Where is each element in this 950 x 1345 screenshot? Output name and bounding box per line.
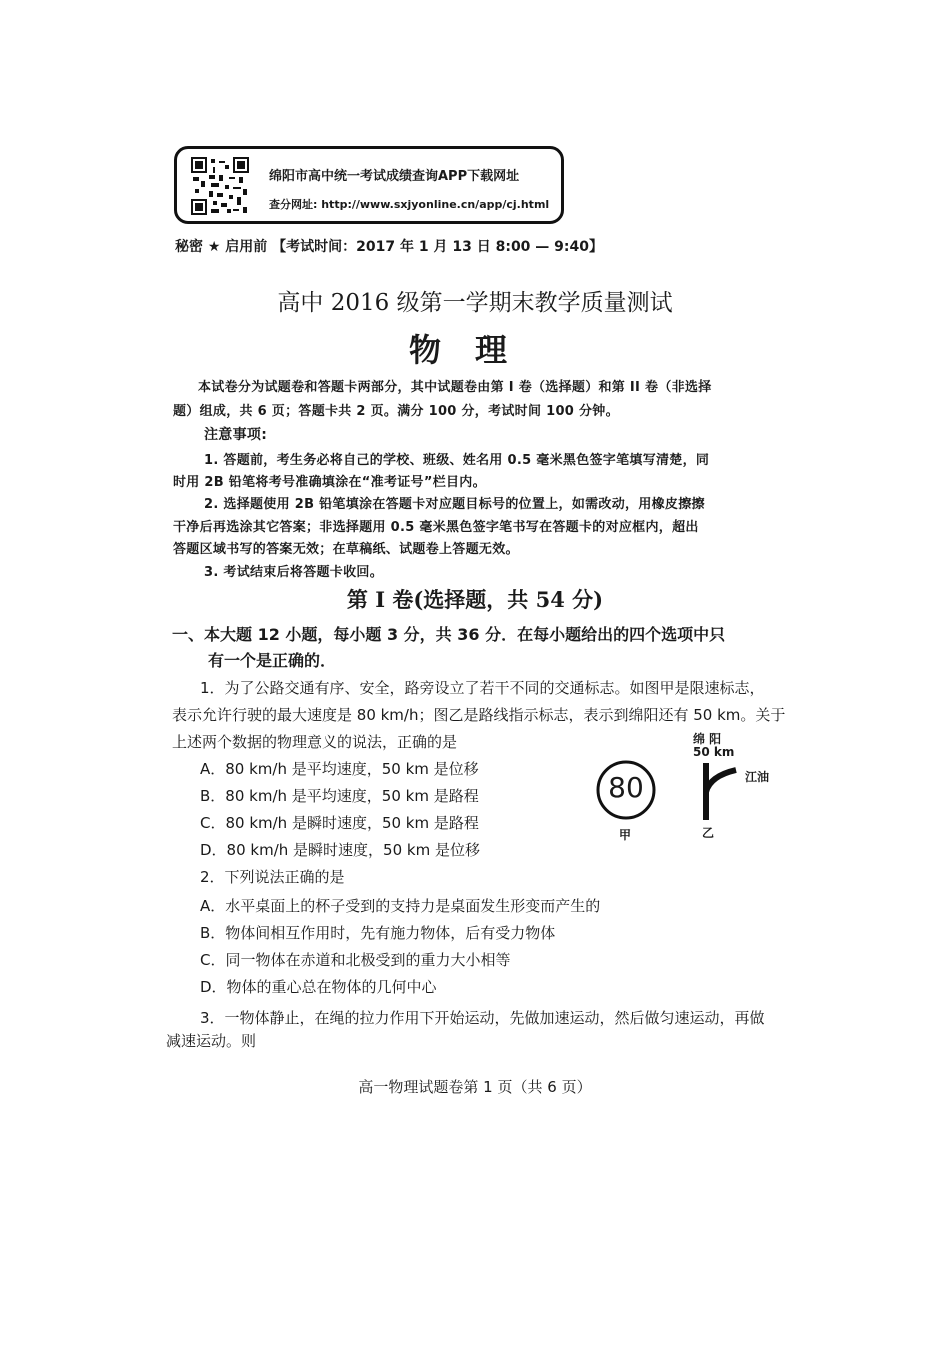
- note-line: 时用 2B 铅笔将考号准确填涂在“准考证号”栏目内。: [173, 475, 486, 490]
- q2-option-a[interactable]: A．水平桌面上的杯子受到的支持力是桌面发生形变而产生的: [200, 897, 601, 915]
- q2-stem: 2．下列说法正确的是: [200, 868, 345, 886]
- note-line: 答题区域书写的答案无效；在草稿纸、试题卷上答题无效。: [173, 542, 519, 557]
- figure-label-jia: 甲: [619, 828, 632, 842]
- banner-title: 绵阳市高中统一考试成绩查询APP下载网址: [269, 169, 520, 184]
- note-line: 3. 考试结束后将答题卡收回。: [204, 565, 384, 580]
- note-line: 2. 选择题使用 2B 铅笔填涂在答题卡对应题目标号的位置上，如需改动，用橡皮擦擦: [204, 497, 705, 512]
- route-sign-distance: 50 km: [693, 745, 735, 759]
- page-footer: 高一物理试题卷第 1 页（共 6 页）: [358, 1078, 592, 1096]
- route-sign-city-top: 绵 阳: [693, 732, 722, 746]
- section-instruction-2: 有一个是正确的．: [208, 651, 337, 670]
- route-sign-city-right: 江油: [745, 770, 770, 784]
- figure-label-yi: 乙: [702, 826, 715, 840]
- q1-stem-3: 上述两个数据的物理意义的说法，正确的是: [172, 733, 458, 751]
- route-sign-arrow-icon: [696, 760, 746, 822]
- section-title: 第 I 卷(选择题，共 54 分): [346, 587, 604, 612]
- intro-line-1: 本试卷分为试题卷和答题卡两部分，其中试题卷由第 I 卷（选择题）和第 II 卷（非选择: [198, 380, 712, 395]
- q3-stem-2: 减速运动。则: [166, 1032, 257, 1050]
- subject-title: 物理: [408, 331, 541, 369]
- qr-code-icon[interactable]: [191, 157, 249, 215]
- app-download-banner: [174, 146, 564, 224]
- confidential-exam-time: 秘密 ★ 启用前 【考试时间：2017 年 1 月 13 日 8:00 — 9:40】: [175, 239, 603, 255]
- q2-option-d[interactable]: D．物体的重心总在物体的几何中心: [200, 978, 437, 996]
- q3-stem-1: 3．一物体静止，在绳的拉力作用下开始运动，先做加速运动，然后做匀速运动，再做: [200, 1009, 765, 1027]
- note-line: 干净后再选涂其它答案；非选择题用 0.5 毫米黑色签字笔书写在答题卡的对应框内，超出: [173, 520, 699, 535]
- exam-title: 高中 2016 级第一学期末教学质量测试: [277, 290, 673, 316]
- section-instruction-1: 一、本大题 12 小题，每小题 3 分，共 36 分．在每小题给出的四个选项中只: [172, 625, 726, 644]
- intro-line-2: 题）组成，共 6 页；答题卡共 2 页。满分 100 分，考试时间 100 分钟。: [173, 404, 619, 419]
- note-line: 1. 答题前，考生务必将自己的学校、班级、姓名用 0.5 毫米黑色签字笔填写清楚，同: [204, 453, 710, 468]
- q1-option-c[interactable]: C．80 km/h 是瞬时速度，50 km 是路程: [200, 814, 479, 832]
- notes-title: 注意事项:: [204, 427, 268, 443]
- q1-stem-1: 1．为了公路交通有序、安全，路旁设立了若干不同的交通标志。如图甲是限速标志，: [200, 679, 765, 697]
- q2-option-c[interactable]: C．同一物体在赤道和北极受到的重力大小相等: [200, 951, 511, 969]
- banner-url[interactable]: 查分网址: http://www.sxjyonline.cn/app/cj.html: [269, 198, 550, 211]
- q2-option-b[interactable]: B．物体间相互作用时，先有施力物体，后有受力物体: [200, 924, 556, 942]
- q1-stem-2: 表示允许行驶的最大速度是 80 km/h；图乙是路线指示标志，表示到绵阳还有 50 km。关于: [172, 706, 786, 724]
- q1-option-b[interactable]: B．80 km/h 是平均速度，50 km 是路程: [200, 787, 479, 805]
- q1-option-a[interactable]: A．80 km/h 是平均速度，50 km 是位移: [200, 760, 479, 778]
- q1-option-d[interactable]: D．80 km/h 是瞬时速度，50 km 是位移: [200, 841, 480, 859]
- speed-limit-value: 80: [608, 771, 644, 804]
